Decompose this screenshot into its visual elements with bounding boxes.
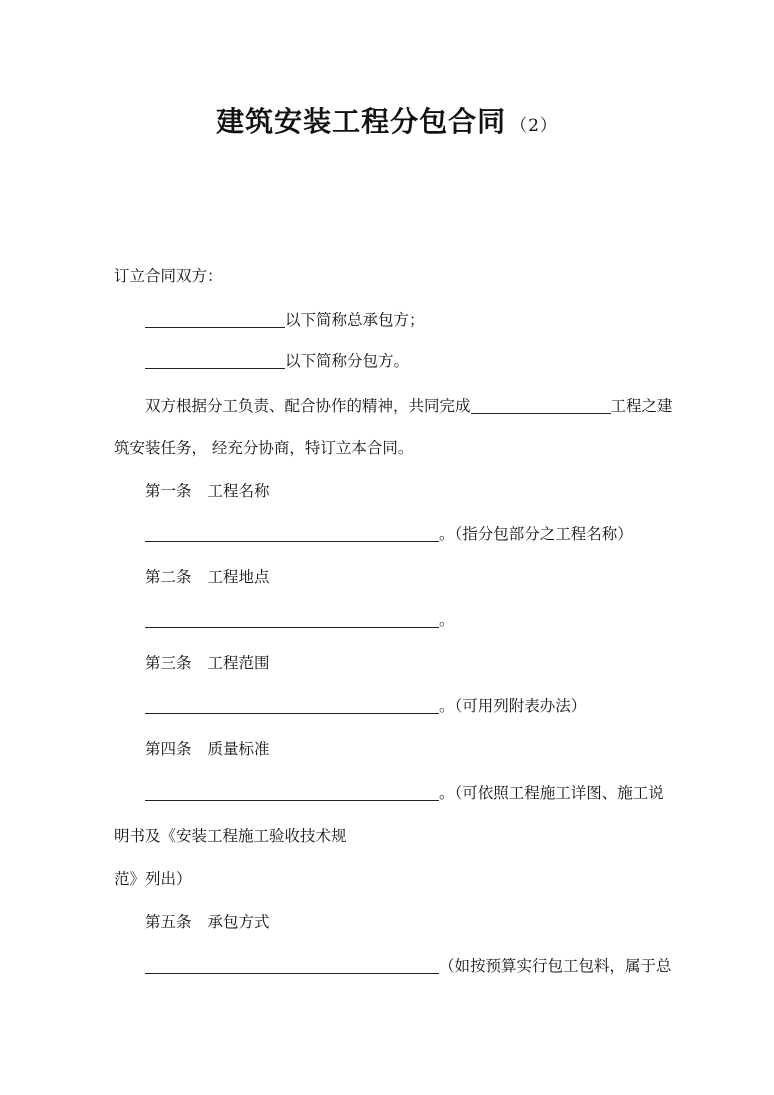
article-5-number: 第五条 bbox=[145, 913, 192, 931]
quality-standard-blank[interactable] bbox=[145, 784, 439, 801]
article-3-number: 第三条 bbox=[145, 654, 192, 672]
purpose-text-b: 工程之建 bbox=[610, 397, 673, 415]
project-name-blank[interactable] bbox=[145, 525, 439, 542]
article-4-continuation-1: 明书及《安装工程施工验收技术规 bbox=[114, 827, 347, 845]
purpose-line-2: 筑安装任务， 经充分协商，特订立本合同。 bbox=[114, 439, 414, 457]
document-title bbox=[0, 100, 774, 140]
article-4-note: 。（可依照工程施工详图、施工说 bbox=[439, 784, 664, 802]
project-blank[interactable] bbox=[471, 397, 611, 414]
article-5-heading bbox=[145, 912, 270, 932]
purpose-text-a: 双方根据分工负责、配合协作的精神，共同完成 bbox=[145, 397, 471, 415]
article-3-note: 。（可用列附表办法） bbox=[439, 697, 587, 715]
intro-line: 订立合同双方： bbox=[114, 267, 223, 285]
article-1-heading bbox=[145, 481, 270, 501]
article-4-continuation-2: 范》列出） bbox=[114, 870, 192, 888]
article-3-title: 工程范围 bbox=[207, 654, 270, 672]
article-3-fill-line bbox=[145, 696, 586, 716]
article-4-title: 质量标准 bbox=[207, 740, 270, 758]
title-suffix: （2） bbox=[510, 116, 558, 136]
article-1-title: 工程名称 bbox=[207, 482, 270, 500]
article-2-note: 。 bbox=[439, 611, 455, 629]
party-general-text: 以下简称总承包方； bbox=[285, 311, 425, 329]
party-sub-text: 以下简称分包方。 bbox=[285, 352, 410, 370]
subcontractor-blank[interactable] bbox=[145, 352, 285, 369]
article-4-heading bbox=[145, 739, 270, 759]
article-1-fill-line bbox=[145, 524, 633, 544]
article-2-title: 工程地点 bbox=[207, 568, 270, 586]
project-location-blank[interactable] bbox=[145, 611, 439, 628]
article-5-title: 承包方式 bbox=[207, 913, 270, 931]
article-3-heading bbox=[145, 653, 270, 673]
article-4-number: 第四条 bbox=[145, 740, 192, 758]
purpose-line-1 bbox=[145, 396, 673, 416]
article-4-fill-line bbox=[145, 783, 664, 803]
contract-method-blank[interactable] bbox=[145, 957, 439, 974]
party-sub-line bbox=[145, 351, 409, 371]
project-scope-blank[interactable] bbox=[145, 697, 439, 714]
article-2-number: 第二条 bbox=[145, 568, 192, 586]
article-2-fill-line bbox=[145, 610, 455, 630]
party-general-line bbox=[145, 310, 425, 330]
article-1-number: 第一条 bbox=[145, 482, 192, 500]
article-2-heading bbox=[145, 567, 270, 587]
title-text: 建筑安装工程分包合同 bbox=[216, 105, 507, 138]
general-contractor-blank[interactable] bbox=[145, 311, 285, 328]
article-1-note: 。（指分包部分之工程名称） bbox=[439, 525, 633, 543]
article-5-note: （如按预算实行包工包料，属于总 bbox=[439, 957, 672, 975]
article-5-fill-line bbox=[145, 956, 672, 976]
